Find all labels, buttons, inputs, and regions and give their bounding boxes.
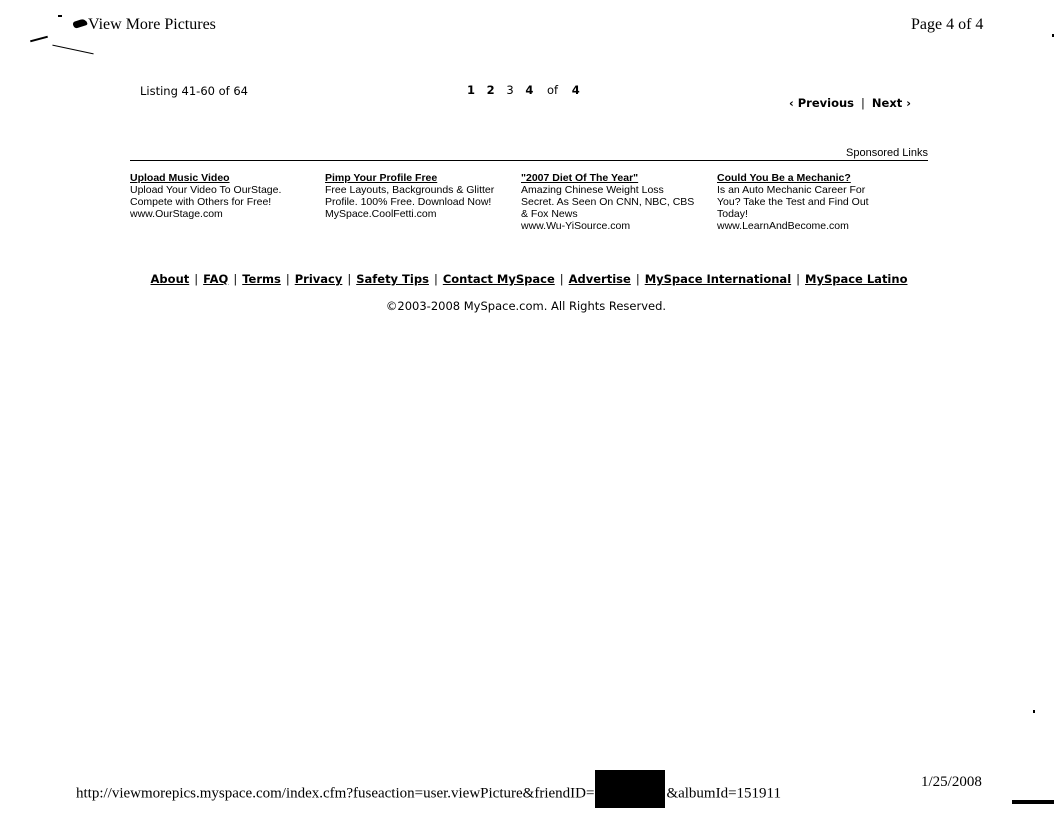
ad-text: Amazing Chinese Weight Loss <box>521 184 664 196</box>
ad-url[interactable]: MySpace.CoolFetti.com <box>325 208 437 220</box>
page-current-3: 3 <box>506 83 514 97</box>
footer-links <box>0 272 1058 286</box>
scan-mark <box>1052 34 1054 37</box>
sponsored-divider <box>130 160 928 161</box>
ad-title-link[interactable]: Pimp Your Profile Free <box>325 172 438 184</box>
ad-title-link[interactable]: "2007 Diet Of The Year" <box>521 172 639 184</box>
footer-link-terms[interactable]: Terms <box>242 272 281 286</box>
pagination-total[interactable]: 4 <box>571 83 580 97</box>
footer-separator: | <box>194 272 199 286</box>
footer-link-advertise[interactable]: Advertise <box>568 272 631 286</box>
scan-mark <box>30 36 48 43</box>
footer-link-privacy[interactable]: Privacy <box>294 272 343 286</box>
scan-mark <box>52 45 93 55</box>
url-suffix: &albumId=151911 <box>666 785 781 802</box>
prev-next-nav <box>789 96 911 110</box>
copyright: ©2003-2008 MySpace.com. All Rights Reserved. <box>385 299 667 313</box>
footer-separator: | <box>635 272 640 286</box>
footer-link-faq[interactable]: FAQ <box>203 272 229 286</box>
ad-url[interactable]: www.Wu-YiSource.com <box>521 220 631 232</box>
footer-link-about[interactable]: About <box>150 272 190 286</box>
url-prefix: http://viewmorepics.myspace.com/index.cfm?fuseaction=user.viewPicture&friendID= <box>76 785 595 802</box>
footer-separator: | <box>347 272 352 286</box>
page-title: View More Pictures <box>73 16 216 34</box>
ad-url[interactable]: www.OurStage.com <box>130 208 223 220</box>
listing-count: Listing 41-60 of 64 <box>140 84 248 98</box>
ad-text: & Fox News <box>521 208 578 220</box>
sponsored-ad[interactable] <box>521 172 711 232</box>
ad-text: Free Layouts, Backgrounds & Glitter <box>325 184 495 196</box>
ad-text: Secret. As Seen On CNN, NBC, CBS <box>521 196 695 208</box>
nav-separator: | <box>861 96 865 110</box>
pagination <box>467 83 588 97</box>
ad-title-link[interactable]: Upload Music Video <box>130 172 230 184</box>
ad-text: Is an Auto Mechanic Career For <box>717 184 866 196</box>
footer-link-safety-tips[interactable]: Safety Tips <box>356 272 429 286</box>
ad-title-link[interactable]: Could You Be a Mechanic? <box>717 172 851 184</box>
page-link-4[interactable]: 4 <box>525 83 534 97</box>
redaction-box <box>595 770 665 808</box>
previous-link[interactable]: ‹ Previous <box>789 96 855 110</box>
footer-separator: | <box>796 272 801 286</box>
scan-mark <box>1012 800 1054 804</box>
ad-text: Upload Your Video To OurStage. <box>130 184 282 196</box>
footer-link-contact[interactable]: Contact MySpace <box>442 272 555 286</box>
next-link[interactable]: Next › <box>871 96 911 110</box>
ad-text: Today! <box>717 208 748 220</box>
footer-separator: | <box>233 272 238 286</box>
footer-separator: | <box>559 272 564 286</box>
page-link-2[interactable]: 2 <box>486 83 495 97</box>
sponsored-ad[interactable] <box>130 172 320 220</box>
ad-text: Compete with Others for Free! <box>130 196 272 208</box>
scan-mark <box>1033 710 1035 713</box>
camera-icon <box>72 18 87 29</box>
print-url <box>76 775 781 813</box>
sponsored-ad[interactable] <box>717 172 907 232</box>
ad-url[interactable]: www.LearnAndBecome.com <box>717 220 849 232</box>
footer-separator: | <box>285 272 290 286</box>
print-date: 1/25/2008 <box>921 774 982 790</box>
ad-text: You? Take the Test and Find Out <box>717 196 869 208</box>
page-counter: Page 4 of 4 <box>911 16 984 33</box>
footer-link-international[interactable]: MySpace International <box>644 272 792 286</box>
pagination-of-label: of <box>547 83 559 97</box>
scan-mark <box>58 15 62 17</box>
page-link-1[interactable]: 1 <box>467 83 476 97</box>
sponsored-links-label: Sponsored Links <box>846 147 928 159</box>
footer-link-latino[interactable]: MySpace Latino <box>805 272 908 286</box>
sponsored-ad[interactable] <box>325 172 515 220</box>
footer-separator: | <box>433 272 438 286</box>
ad-text: Profile. 100% Free. Download Now! <box>325 196 492 208</box>
